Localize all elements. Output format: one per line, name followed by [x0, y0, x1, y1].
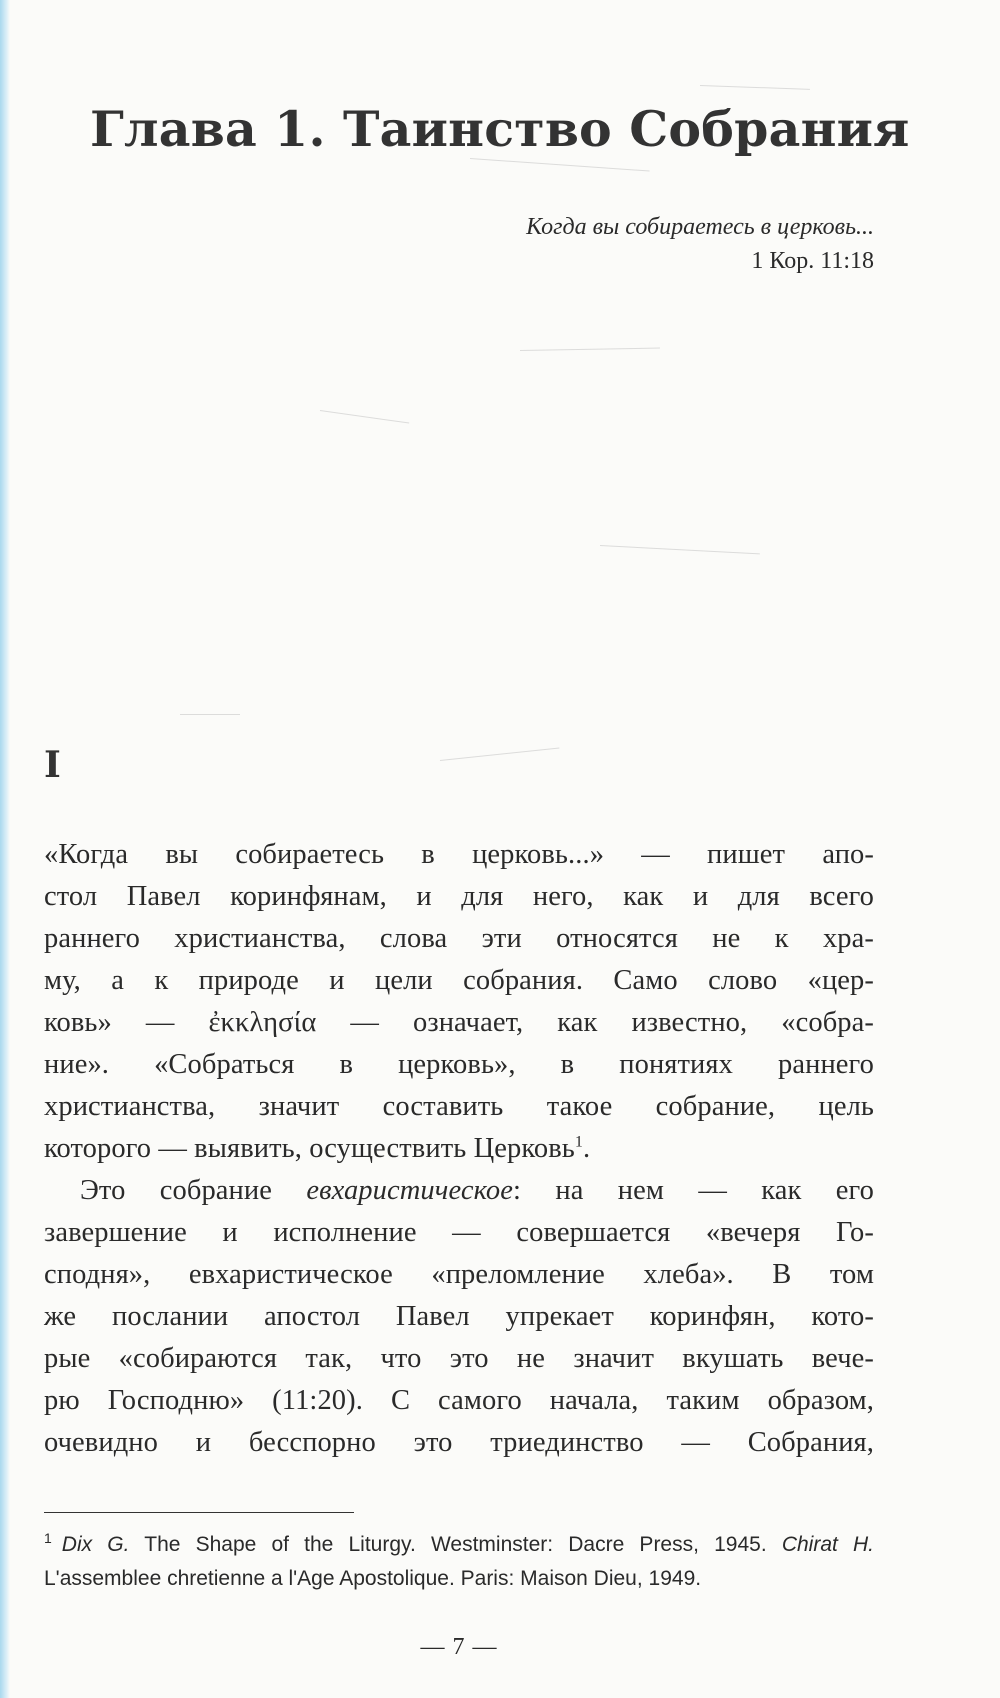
p2-italic-term: евхаристическое — [306, 1175, 514, 1206]
p2-line-1 — [44, 1170, 874, 1212]
p1-line-7: христианства, значит составить такое собрание, цель — [44, 1091, 874, 1122]
p2-line-2: завершение и исполнение — совершается «вечеря Го- — [44, 1217, 874, 1248]
p2-first-b: : на нем — как его — [513, 1175, 874, 1206]
footnote-divider — [44, 1512, 354, 1513]
p2-first-a: Это собрание — [80, 1175, 307, 1206]
epigraph-source: 1 Кор. 11:18 — [751, 248, 874, 274]
p2-line-3: сподня», евхаристическое «преломление хлеба». В том — [44, 1259, 874, 1290]
page-number: — 7 — — [420, 1634, 498, 1660]
epigraph — [526, 210, 874, 278]
p1-line-2: стол Павел коринфянам, и для него, как и для всего — [44, 881, 874, 912]
p1-line-8 — [44, 1128, 874, 1170]
section-number: I — [44, 744, 61, 786]
p2-line-5: рые «собираются так, что это не значит вкушать вече- — [44, 1343, 874, 1374]
p2-line-7: очевидно и бесспорно это триединство — Собрания, — [44, 1427, 874, 1458]
footnote-text-1: The Shape of the Liturgy. Westminster: Dacre Press, 1945. — [129, 1533, 782, 1556]
chapter-title: Глава 1. Таинство Собрания — [90, 100, 910, 158]
footnote-author-1: Dix G. — [61, 1533, 130, 1556]
p1-line-5: ковь» — ἐκκλησία — означает, как известно, «собра- — [44, 1007, 874, 1038]
body-text — [44, 834, 874, 1464]
footnote-line-1 — [44, 1528, 874, 1562]
p1-line-1: «Когда вы собираетесь в церковь...» — пишет апо- — [44, 839, 874, 870]
footnote — [44, 1528, 874, 1596]
p1-line-4: му, а к природе и цели собрания. Само слово «цер- — [44, 965, 874, 996]
p1-last-end: . — [582, 1133, 591, 1164]
page-edge-strip — [0, 0, 10, 1698]
p2-line-4: же послании апостол Павел упрекает коринфян, кото- — [44, 1301, 874, 1332]
footnote-line-2: L'assemblee chretienne a l'Age Apostolique. Paris: Maison Dieu, 1949. — [44, 1567, 702, 1590]
footnote-number: 1 — [44, 1530, 52, 1546]
p1-line-3: раннего христианства, слова эти относятся не к хра- — [44, 923, 874, 954]
p1-last-text: которого — выявить, осуществить Церковь — [44, 1133, 575, 1164]
footnote-author-2: Chirat H. — [781, 1533, 875, 1556]
book-page — [44, 0, 910, 1698]
p2-line-6: рю Господню» (11:20). С самого начала, таким образом, — [44, 1385, 874, 1416]
scan-scratch — [180, 714, 240, 715]
p1-line-6: ние». «Собраться в церковь», в понятиях раннего — [44, 1049, 874, 1080]
footnote-ref[interactable]: 1 — [574, 1133, 583, 1151]
epigraph-quote: Когда вы собираетесь в церковь... — [526, 214, 874, 240]
